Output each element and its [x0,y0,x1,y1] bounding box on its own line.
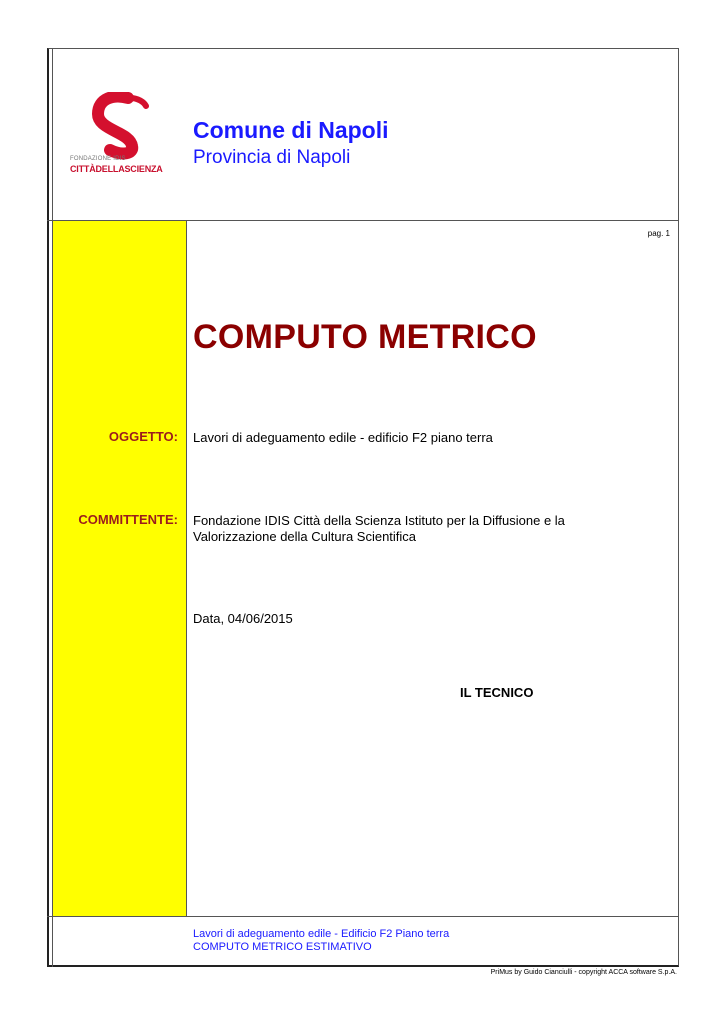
copyright-notice: PriMus by Guido Cianciulli - copyright ACCA software S.p.A. [490,969,677,976]
header-subtitle: Provincia di Napoli [193,147,351,168]
page-number: pag. 1 [647,229,670,238]
committente-value-line2: Valorizzazione della Cultura Scientifica [193,529,417,544]
committente-label: COMMITTENTE: [78,512,178,527]
committente-value-line1: Fondazione IDIS Città della Scienza Istituto per la Diffusione e la [193,513,565,528]
footer-project-line: Lavori di adeguamento edile - Edificio F2 Piano terra [193,928,450,940]
footer-document-line: COMPUTO METRICO ESTIMATIVO [193,941,372,953]
document-title: COMPUTO METRICO [193,318,537,356]
oggetto-label: OGGETTO: [108,429,178,444]
label-side-band [53,221,187,916]
oggetto-value: Lavori di adeguamento edile - edificio F2 piano terra [193,430,493,445]
footer-divider [47,916,679,917]
document-date: Data, 04/06/2015 [193,611,293,626]
header-title: Comune di Napoli [193,117,389,143]
logo-caption-main: CITTÀDELLASCIENZA [70,164,163,174]
tecnico-label: IL TECNICO [460,685,534,700]
logo-caption-small: FONDAZIONE IDIS [70,156,126,162]
